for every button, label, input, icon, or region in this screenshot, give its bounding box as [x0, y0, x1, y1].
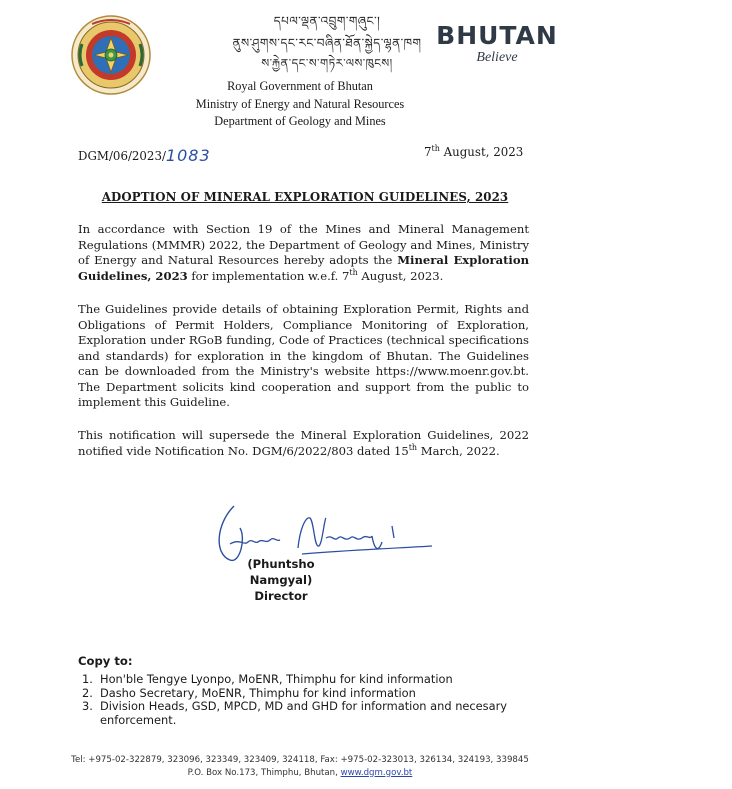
website-link[interactable]: www.dgm.gov.bt: [340, 767, 413, 778]
letter-footer: [30, 754, 570, 779]
list-item-number: 1.: [82, 672, 93, 686]
reference-prefix: DGM/06/2023/: [78, 149, 166, 163]
copy-to-label: Copy to:: [78, 654, 133, 668]
paragraph1-before: In accordance with Section 19 of the Mines and Mineral Management Regulations (MMMR) 2022, the Department of Geology and Mines, Ministry of Energy and Natural Resources hereby adopts the: [78, 222, 529, 267]
signatory: [216, 556, 346, 604]
paragraph1-guideline-name: Mineral Exploration Guidelines, 2023: [78, 253, 530, 283]
list-item: [82, 687, 530, 701]
paragraph3-sup: th: [408, 442, 418, 452]
signatory-name: (Phuntsho Namgyal): [247, 557, 315, 587]
paragraph-guideline-details: The Guidelines provide details of obtaining Exploration Permit, Rights and Obligations of Permit Holders, Compliance Monitoring of Exploration, Exploration under RGoB funding, Code of Practices (technical specifications and standards) for exploration in the kingdom of Bhutan. The Guidelines can be downloaded from the Ministry's website https://www.moenr.gov.bt. The Department solicits kind cooperation and support from the public to implement this Guideline.: [78, 302, 529, 409]
list-item-number: 2.: [82, 685, 93, 700]
list-item-text: Dasho Secretary, MoENR, Thimphu for kind information: [100, 685, 416, 700]
date-day: 7: [424, 145, 432, 159]
list-item-number: 3.: [82, 699, 93, 714]
handwritten-reference-number: 1083: [165, 146, 211, 165]
signatory-designation: Director: [254, 589, 308, 603]
letter-date: [424, 145, 523, 159]
list-item: [82, 673, 530, 687]
royal-government-emblem-icon: [70, 14, 152, 96]
list-item-text: Hon'ble Tengye Lyonpo, MoENR, Thimphu for kind information: [100, 672, 453, 686]
ministry-name: Ministry of Energy and Natural Resources: [195, 97, 405, 111]
list-item: [82, 700, 530, 727]
paragraph1-after: August, 2023.: [357, 268, 444, 283]
footer-address-text: P.O. Box No.173, Thimphu, Bhutan,: [187, 767, 341, 778]
paragraph1-sup: th: [349, 267, 358, 277]
tibetan-department-line: ས་རྐྱེན་དང་ས་གཏེར་ལས་ཁུངས།: [261, 56, 393, 70]
paragraph1-middle: for implementation w.e.f. 7: [187, 268, 350, 283]
paragraph3-after: March, 2022.: [417, 443, 500, 458]
reference-number: [78, 145, 211, 164]
tibetan-ministry-line: ནུས་ཤུགས་དང་རང་བཞིན་ཐོན་སྐྱེད་ལྷན་ཁག: [232, 36, 422, 50]
tibetan-government-line: དཔལ་ལྡན་འབྲུག་གཞུང་།: [273, 14, 381, 28]
brand-tagline: Believe: [476, 50, 518, 65]
paragraph-adoption: [78, 222, 529, 284]
bhutan-brand-logo: [432, 22, 562, 66]
date-rest: August, 2023: [439, 145, 524, 159]
notice-title: ADOPTION OF MINERAL EXPLORATION GUIDELINES, 2023: [101, 190, 509, 204]
copy-to-list: [82, 673, 530, 727]
list-item-text: Division Heads, GSD, MPCD, MD and GHD for information and necesary enforcement.: [100, 699, 508, 727]
brand-name: BHUTAN: [436, 21, 558, 50]
government-name: Royal Government of Bhutan: [227, 79, 373, 93]
paragraph-supersede: [78, 428, 529, 459]
footer-address: [30, 767, 570, 780]
paragraph3-before: This notification will supersede the Mineral Exploration Guidelines, 2022 notified vide Notification No. DGM/6/2022/803 dated 15: [78, 428, 529, 458]
date-suffix: th: [431, 144, 440, 154]
department-name: Department of Geology and Mines: [214, 114, 386, 128]
footer-contact: Tel: +975-02-322879, 323096, 323349, 323409, 324118, Fax: +975-02-323013, 326134, 324193, 339845: [71, 755, 529, 765]
